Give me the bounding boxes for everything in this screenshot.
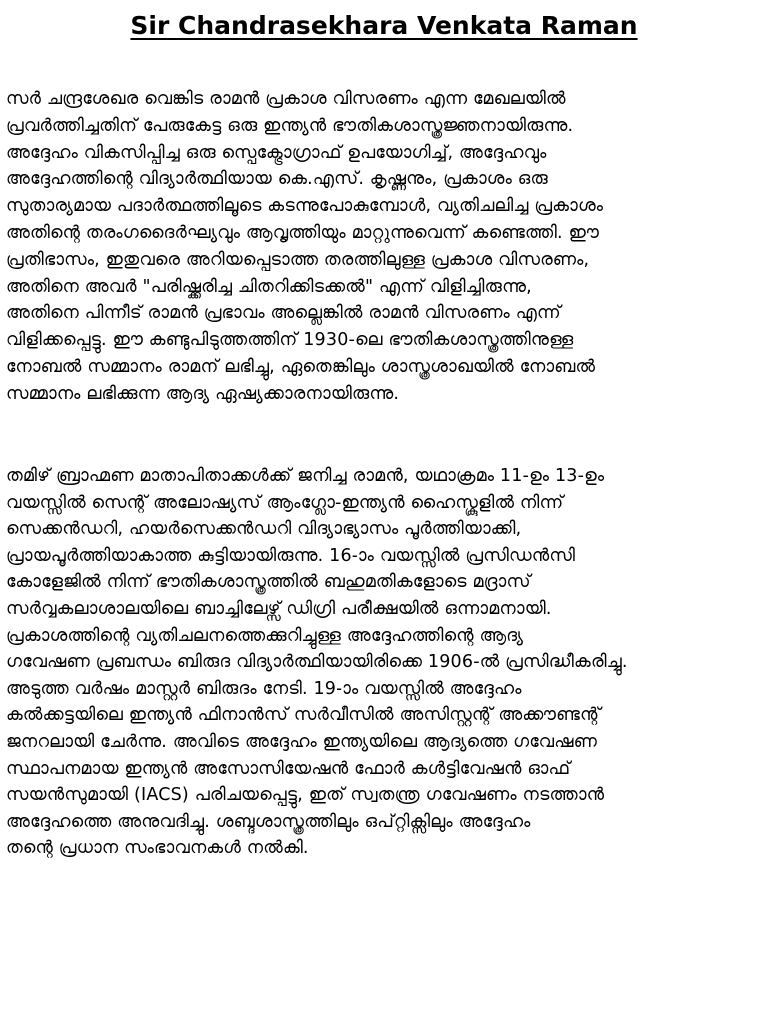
paragraph-line: പ്രതിഭാസം, ഇതുവരെ അറിയപ്പെടാത്ത തരത്തിലുള്ള പ്രകാശ വിസരണം, <box>6 249 590 270</box>
paragraph-line: സയൻസുമായി (IACS) പരിചയപ്പെട്ടു, ഇത് സ്വതന്ത്ര ഗവേഷണം നടത്താൻ <box>6 785 605 806</box>
paragraph-line: സർവ്വകലാശാലയിലെ ബാച്ചിലേഴ്സ് ഡിഗ്രി പരീക്ഷയിൽ ഒന്നാമനായി. <box>6 598 552 619</box>
paragraph-line: അതിന്റെ തരംഗദൈർഘ്യവും ആവൃത്തിയും മാറ്റുന്നുവെന്ന് കണ്ടെത്തി. ഈ <box>6 222 600 243</box>
paragraph-line: അദ്ദേഹത്തെ അനുവദിച്ചു. ശബ്ദശാസ്ത്രത്തിലും ഒപ്റ്റിക്സിലും അദ്ദേഹം <box>6 811 531 832</box>
paragraph-line: ഗവേഷണ പ്രബന്ധം ബിരുദ വിദ്യാർത്ഥിയായിരിക്കെ 1906-ൽ പ്രസിദ്ധീകരിച്ചു. <box>6 652 628 673</box>
paragraph-2 <box>6 463 764 862</box>
title-text: Sir Chandrasekhara Venkata Raman <box>130 11 638 40</box>
page-title <box>0 6 768 46</box>
paragraph-line: തമിഴ് ബ്രാഹ്മണ മാതാപിതാക്കൾക്ക് ജനിച്ച രാമൻ, യഥാക്രമം 11-ഉം 13-ഉം <box>6 466 605 486</box>
paragraph-line: പ്രവർത്തിച്ചതിന് പേരുകേട്ട ഒരു ഇന്ത്യൻ ഭൗതികശാസ്ത്രജ്ഞനായിരുന്നു. <box>6 115 574 136</box>
paragraph-line: കൽക്കട്ടയിലെ ഇന്ത്യൻ ഫിനാൻസ് സർവീസിൽ അസിസ്റ്റന്റ് അക്കൗണ്ടന്റ് <box>6 705 601 726</box>
paragraph-line: വിളിക്കപ്പെട്ടു. ഈ കണ്ടുപിടുത്തത്തിന് 1930-ലെ ഭൗതികശാസ്ത്രത്തിനുള്ള <box>6 330 574 351</box>
paragraph-1 <box>6 86 764 408</box>
paragraph-line: അദ്ദേഹത്തിന്റെ വിദ്യാർത്ഥിയായ കെ.എസ്. കൃഷ്ണനും, പ്രകാശം ഒരു <box>6 169 548 190</box>
paragraph-line: സ്ഥാപനമായ ഇന്ത്യൻ അസോസിയേഷൻ ഫോർ കൾട്ടിവേഷൻ ഓഫ് <box>6 758 571 779</box>
paragraph-line: സുതാര്യമായ പദാർത്ഥത്തിലൂടെ കടന്നുപോകുമ്പോൾ, വ്യതിചലിച്ച പ്രകാശം <box>6 196 604 217</box>
paragraph-line: അടുത്ത വർഷം മാസ്റ്റർ ബിരുദം നേടി. 19-ാം വയസ്സിൽ അദ്ദേഹം <box>6 678 522 699</box>
paragraph-line: സമ്മാനം ലഭിക്കുന്ന ആദ്യ ഏഷ്യക്കാരനായിരുന്നു. <box>6 383 400 404</box>
paragraph-line: അദ്ദേഹം വികസിപ്പിച്ച ഒരു സ്പെക്ട്രോഗ്രാഫ് ഉപയോഗിച്ച്, അദ്ദേഹവും <box>6 142 547 163</box>
paragraph-line: സർ ചന്ദ്രശേഖര വെങ്കിട രാമൻ പ്രകാശ വിസരണം എന്ന മേഖലയിൽ <box>6 89 566 109</box>
paragraph-line: തന്റെ പ്രധാന സംഭാവനകൾ നൽകി. <box>6 838 309 859</box>
paragraph-line: അതിനെ പിന്നീട് രാമൻ പ്രഭാവം അല്ലെങ്കിൽ രാമൻ വിസരണം എന്ന് <box>6 303 561 324</box>
paragraph-line: നോബൽ സമ്മാനം രാമന് ലഭിച്ചു, ഏതെങ്കിലും ശാസ്ത്രശാഖയിൽ നോബൽ <box>6 356 596 377</box>
paragraph-line: പ്രായപൂർത്തിയാകാത്ത കുട്ടിയായിരുന്നു. 16-ാം വയസ്സിൽ പ്രസിഡൻസി <box>6 545 576 566</box>
paragraph-line: ജനറലായി ചേർന്നു. അവിടെ അദ്ദേഹം ഇന്ത്യയിലെ ആദ്യത്തെ ഗവേഷണ <box>6 731 598 752</box>
paragraph-line: പ്രകാശത്തിന്റെ വ്യതിചലനത്തെക്കുറിച്ചുള്ള അദ്ദേഹത്തിന്റെ ആദ്യ <box>6 625 524 646</box>
paragraph-line: വയസ്സിൽ സെന്റ് അലോഷ്യസ് ആംഗ്ലോ-ഇന്ത്യൻ ഹൈസ്കൂളിൽ നിന്ന് <box>6 492 564 513</box>
paragraph-line: സെക്കൻഡറി, ഹയർസെക്കൻഡറി വിദ്യാഭ്യാസം പൂർത്തിയാക്കി, <box>6 519 522 540</box>
paragraph-line: അതിനെ അവർ "പരിഷ്ക്കരിച്ച ചിതറിക്കിടക്കൽ" എന്ന് വിളിച്ചിരുന്നു, <box>6 276 532 297</box>
paragraph-line: കോളേജിൽ നിന്ന് ഭൗതികശാസ്ത്രത്തിൽ ബഹുമതികളോടെ മദ്രാസ് <box>6 572 531 593</box>
